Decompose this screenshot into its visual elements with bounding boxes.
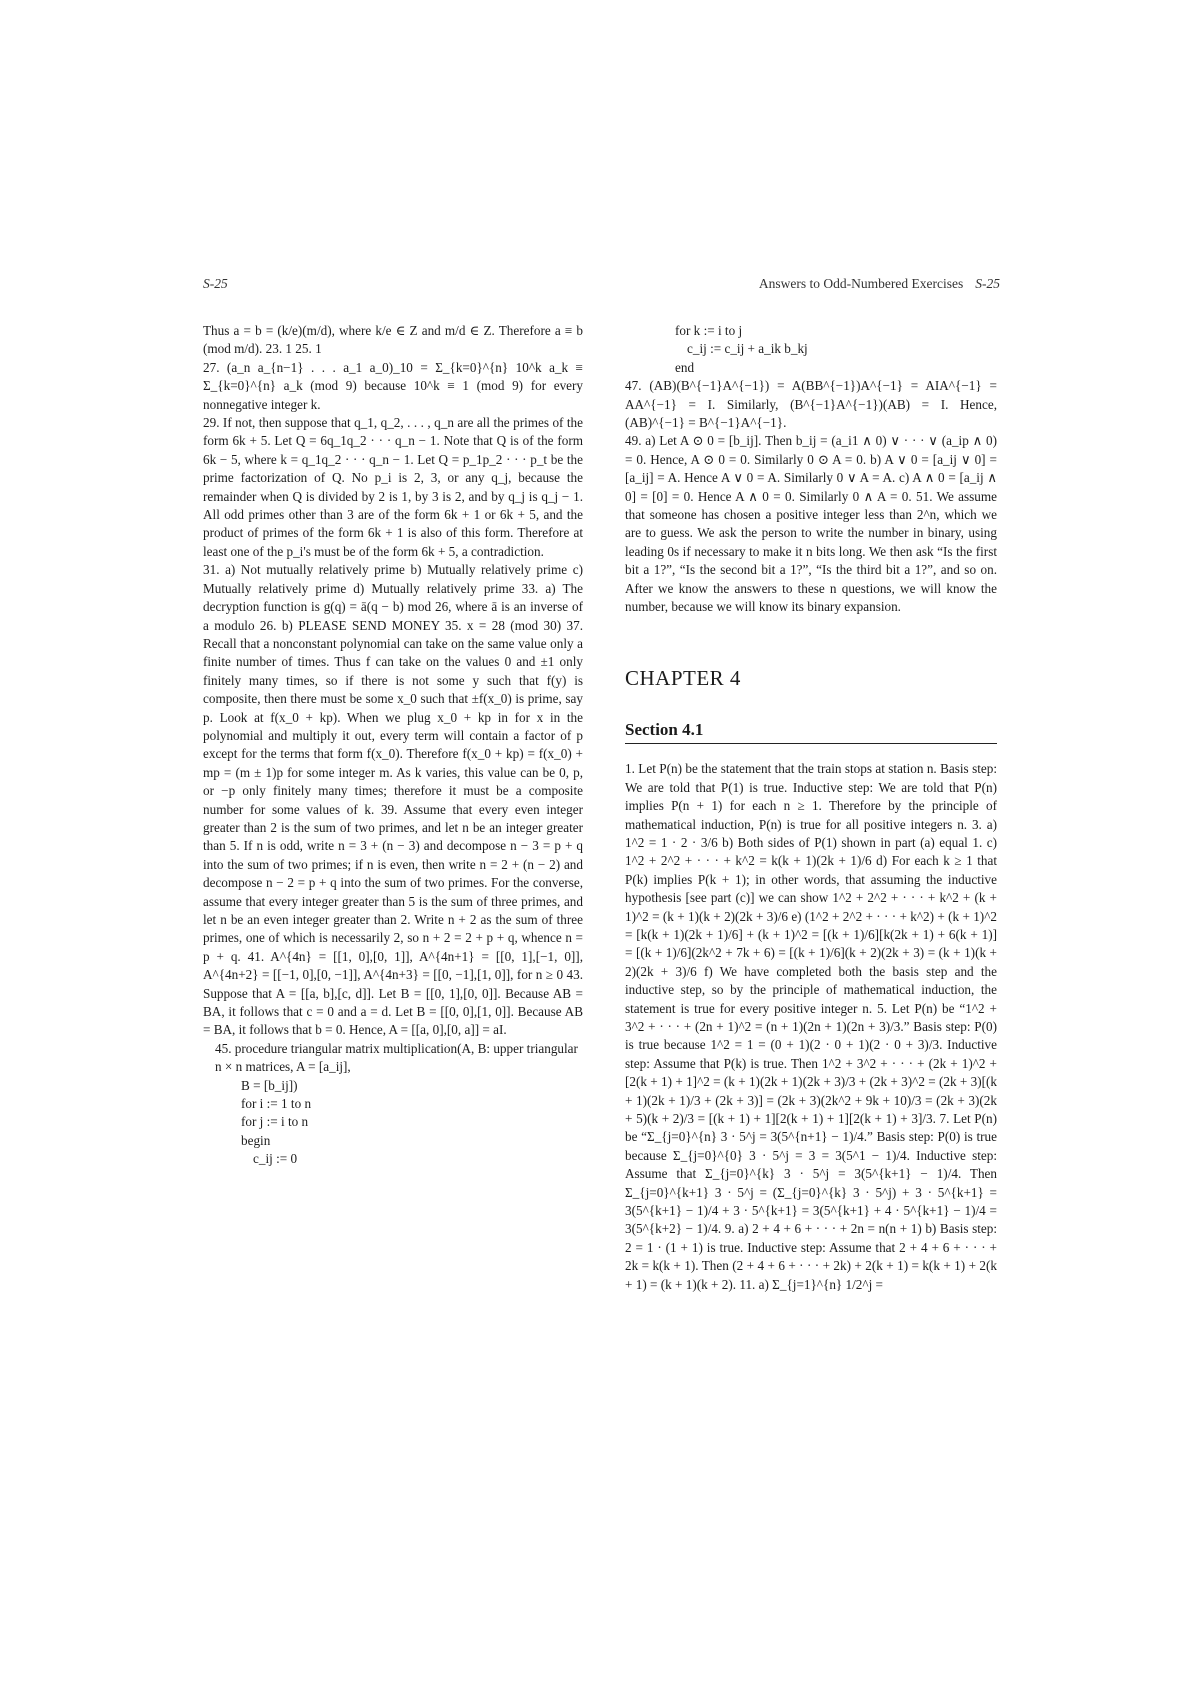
- answer-paragraph: 49. a) Let A ⊙ 0 = [b_ij]. Then b_ij = (a_i1 ∧ 0) ∨ · · · ∨ (a_ip ∧ 0) = 0. Hence, A ⊙ 0 = 0. Similarly 0 ⊙ A = 0. b) A ∨ 0 = [a_ij ∨ 0] = [a_ij] = A. Hence A ∨ 0 = A. Similarly 0 ∨ A = A. c) A ∧ 0 = [a_ij ∧ 0] = [0] = 0. Hence A ∧ 0 = 0. Similarly 0 ∧ A = 0. 51. We assume that someone has chosen a positive integer less than 2^n, which we are to guess. We ask the person to write the number in binary, using leading 0s if necessary to make it n bits long. We then ask “Is the first bit a 1?”, “Is the second bit a 1?”, “Is the third bit a 1?”, and so on. After we know the answers to these n questions, we will know the number, because we will know its binary expansion.: [625, 433, 997, 615]
- section-title: Section 4.1: [625, 721, 997, 744]
- answer-paragraph: Thus a = b = (k/e)(m/d), where k/e ∈ Z and m/d ∈ Z. Therefore a ≡ b (mod m/d). 23. 1 25. 1: [203, 323, 583, 357]
- left-column: [203, 322, 583, 1169]
- running-header: [759, 276, 1000, 292]
- code-line: begin: [241, 1132, 271, 1148]
- right-column: [625, 322, 997, 1294]
- procedure-heading: 45. procedure triangular matrix multiplication(A, B: upper triangular n × n matrices, A = [a_ij],: [215, 1040, 578, 1075]
- answer-paragraph: 47. (AB)(B^{−1}A^{−1}) = A(BB^{−1})A^{−1} = AIA^{−1} = AA^{−1} = I. Similarly, (B^{−1}A^{−1})(AB) = I. Hence, (AB)^{−1} = B^{−1}A^{−1}.: [625, 378, 997, 431]
- code-line: end: [675, 359, 695, 375]
- answer-paragraph: 27. (a_n a_{n−1} . . . a_1 a_0)_10 = Σ_{k=0}^{n} 10^k a_k ≡ Σ_{k=0}^{n} a_k (mod 9) because 10^k ≡ 1 (mod 9) for every nonnegative integer k.: [203, 359, 583, 412]
- code-line: for j := i to n: [241, 1114, 309, 1130]
- right-page-number: S-25: [975, 276, 1000, 291]
- answer-paragraph: 29. If not, then suppose that q_1, q_2, . . . , q_n are all the primes of the form 6k + 5. Let Q = 6q_1q_2 · · · q_n − 1. Note that Q is of the form 6k − 5, where k = q_1q_2 · · · q_n − 1. Let Q = p_1p_2 · · · p_t be the prime factorization of Q. No p_i is 2, 3, or any q_j, because the remainder when Q is divided by 2 is 1, by 3 is 2, and by q_j is q_j − 1. All odd primes other than 3 are of the form 6k + 1 or 6k + 5, and the product of primes of the form 6k + 1 is also of this form. Therefore at least one of the p_i's must be of the form 6k + 5, a contradiction.: [203, 415, 583, 559]
- code-line: c_ij := c_ij + a_ik b_kj: [687, 341, 808, 357]
- left-page-number: S-25: [203, 276, 228, 291]
- code-line: c_ij := 0: [253, 1151, 298, 1167]
- code-line: for i := 1 to n: [241, 1096, 312, 1112]
- code-line: B = [b_ij]): [241, 1077, 298, 1093]
- section-answers: 1. Let P(n) be the statement that the train stops at station n. Basis step: We are told that P(1) is true. Inductive step: We are told that P(n) implies P(n + 1) for each n ≥ 1. Therefore by the principle of mathematical induction, P(n) is true for all positive integers n. 3. a) 1^2 = 1 · 2 · 3/6 b) Both sides of P(1) shown in part (a) equal 1. c) 1^2 + 2^2 + · · · + k^2 = k(k + 1)(2k + 1)/6 d) For each k ≥ 1 that P(k) implies P(k + 1); in other words, that assuming the inductive hypothesis [see part (c)] we can show 1^2 + 2^2 + · · · + k^2 + (k + 1)^2 = (k + 1)(k + 2)(2k + 3)/6 e) (1^2 + 2^2 + · · · + k^2) + (k + 1)^2 = [k(k + 1)(2k + 1)/6] + (k + 1)^2 = [(k + 1)/6][k(2k + 1) + 6(k + 1)] = [(k + 1)/6](2k^2 + 7k + 6) = [(k + 1)/6](k + 2)(2k + 3) = (k + 1)(k + 2)(2k + 3)/6 f) We have completed both the basis step and the inductive step, so by the principle of mathematical induction, the statement is true for every positive integer n. 5. Let P(n) be “1^2 + 3^2 + · · · + (2n + 1)^2 = (n + 1)(2n + 1)(2n + 3)/3.” Basis step: P(0) is true because 1^2 = 1 = (0 + 1)(2 · 0 + 1)(2 · 0 + 3)/3. Inductive step: Assume that P(k) is true. Then 1^2 + 3^2 + · · · + (2k + 1)^2 + [2(k + 1) + 1]^2 = (k + 1)(2k + 1)(2k + 3)/3 + (2k + 3)^2 = (2k + 3)[(k + 1)(2k + 1)/3 + (2k + 3)] = (2k + 3)(2k^2 + 9k + 10)/3 = (2k + 3)(2k + 5)(k + 2)/3 = [(k + 1) + 1][2(k + 1) + 1][2(k + 1) + 3]/3. 7. Let P(n) be “Σ_{j=0}^{n} 3 · 5^j = 3(5^{n+1} − 1)/4.” Basis step: P(0) is true because Σ_{j=0}^{0} 3 · 5^j = 3 = 3(5^1 − 1)/4. Inductive step: Assume that Σ_{j=0}^{k} 3 · 5^j = 3(5^{k+1} − 1)/4. Then Σ_{j=0}^{k+1} 3 · 5^j = (Σ_{j=0}^{k} 3 · 5^j) + 3 · 5^{k+1} = 3(5^{k+1} − 1)/4 + 3 · 5^{k+1} = 3(5^{k+1} + 4 · 5^{k+1} − 1)/4 = 3(5^{k+2} − 1)/4. 9. a) 2 + 4 + 6 + · · · + 2n = n(n + 1) b) Basis step: 2 = 1 · (1 + 1) is true. Inductive step: Assume that 2 + 4 + 6 + · · · + 2k = k(k + 1). Then (2 + 4 + 6 + · · · + 2k) + 2(k + 1) = k(k + 1) + 2(k + 1) = (k + 1)(k + 2). 11. a) Σ_{j=1}^{n} 1/2^j =: [625, 761, 997, 1292]
- chapter-title: CHAPTER 4: [625, 665, 741, 690]
- answer-paragraph: 31. a) Not mutually relatively prime b) Mutually relatively prime c) Mutually relatively prime d) Mutually relatively prime 33. a) The decryption function is g(q) = ā(q − b) mod 26, where ā is an inverse of a modulo 26. b) PLEASE SEND MONEY 35. x = 28 (mod 30) 37. Recall that a nonconstant polynomial can take on the same value only a finite number of times. Thus f can take on the values 0 and ±1 only finitely many times, so if there is not some y such that f(y) is composite, then there must be some x_0 such that ±f(x_0) is prime, say p. Look at f(x_0 + kp). When we plug x_0 + kp in for x in the polynomial and multiply it out, every term will contain a factor of p except for the terms that form f(x_0). Therefore f(x_0 + kp) = f(x_0) + mp = (m ± 1)p for some integer m. As k varies, this value can be 0, p, or −p only finitely many times; therefore it must be a composite number for some values of k. 39. Assume that every even integer greater than 2 is the sum of two primes, and let n be an integer greater than 5. If n is odd, write n = 3 + (n − 3) and decompose n − 3 = p + q into the sum of two primes; if n is even, then write n = 2 + (n − 2) and decompose n − 2 = p + q into the sum of two primes. For the converse, assume that every integer greater than 5 is the sum of three primes, and let n be an even integer greater than 2. Write n + 2 as the sum of three primes, one of which is necessarily 2, so n + 2 = 2 + p + q, whence n = p + q. 41. A^{4n} = [[1, 0],[0, 1]], A^{4n+1} = [[0, 1],[−1, 0]], A^{4n+2} = [[−1, 0],[0, −1]], A^{4n+3} = [[0, −1],[1, 0]], for n ≥ 0 43. Suppose that A = [[a, b],[c, d]]. Let B = [[0, 1],[0, 0]]. Because AB = BA, it follows that c = 0 and a = d. Let B = [[0, 0],[1, 0]]. Because AB = BA, it follows that b = 0. Hence, A = [[a, 0],[0, a]] = aI.: [203, 562, 583, 1038]
- code-line: for k := i to j: [675, 323, 743, 338]
- running-header-title: Answers to Odd-Numbered Exercises: [758, 276, 964, 291]
